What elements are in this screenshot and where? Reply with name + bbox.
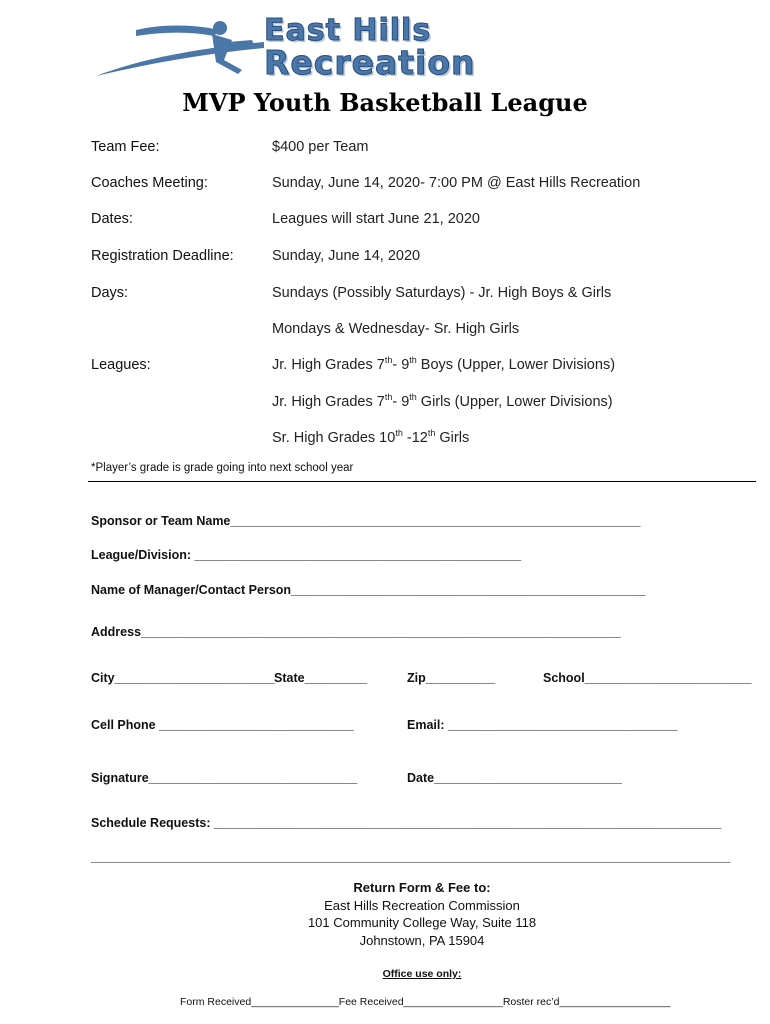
dates-value: Leagues will start June 21, 2020 [272,211,480,227]
registration-deadline-value: Sunday, June 14, 2020 [272,248,421,264]
office-use-fields: Form Received_______________Fee Received_________________Roster rec’d___________________ [180,996,671,1008]
zip-field[interactable]: Zip__________ [407,671,496,685]
signature-field[interactable]: Signature______________________________ [91,771,358,785]
dates-label: Dates: [91,211,133,227]
east-hills-logo [92,12,632,82]
office-use-heading: Office use only: [382,968,462,980]
date-field[interactable]: Date___________________________ [407,771,622,785]
coaches-meeting-value: Sunday, June 14, 2020- 7:00 PM @ East Hills Recreation [272,175,641,191]
return-line-2: 101 Community College Way, Suite 118 [307,915,537,930]
days-value-2: Mondays & Wednesday- Sr. High Girls [272,321,520,337]
runner-logo-icon [92,12,272,82]
return-heading: Return Form & Fee to: [353,880,491,895]
manager-field[interactable]: Name of Manager/Contact Person___________________________________________________ [91,583,646,597]
leagues-label: Leagues: [91,357,151,373]
team-fee-value: $400 per Team [272,139,369,155]
days-value-1: Sundays (Possibly Saturdays) - Jr. High Boys & Girls [272,285,612,301]
section-divider [88,481,756,482]
schedule-requests-field[interactable]: Schedule Requests: _________________________________________________________________________ [91,816,722,830]
league-division-field[interactable]: League/Division: _______________________________________________ [91,548,522,562]
grade-note: *Player’s grade is grade going into next school year [91,462,354,474]
schedule-requests-line2[interactable]: ____________________________________________________________________________________________ [91,850,731,864]
cell-phone-field[interactable]: Cell Phone ____________________________ [91,718,354,732]
league-item-1: Jr. High Grades 7th- 9th Boys (Upper, Lower Divisions) [272,355,616,373]
coaches-meeting-label: Coaches Meeting: [91,175,208,191]
sponsor-field[interactable]: Sponsor or Team Name___________________________________________________________ [91,514,641,528]
logo-text-recreation: Recreation [264,43,476,82]
address-field[interactable]: Address_____________________________________________________________________ [91,625,621,639]
team-fee-label: Team Fee: [91,139,160,155]
return-line-3: Johnstown, PA 15904 [359,933,485,948]
registration-deadline-label: Registration Deadline: [91,248,234,264]
league-item-2: Jr. High Grades 7th- 9th Girls (Upper, Lower Divisions) [272,392,613,410]
city-field[interactable]: City_______________________ [91,671,275,685]
school-field[interactable]: School________________________ [543,671,752,685]
email-field[interactable]: Email: _________________________________ [407,718,678,732]
logo-text-east-hills: East Hills [264,13,432,48]
state-field[interactable]: State_________ [274,671,368,685]
days-label: Days: [91,285,129,301]
page-title: MVP Youth Basketball League [182,88,588,117]
return-line-1: East Hills Recreation Commission [324,898,520,913]
league-item-3: Sr. High Grades 10th -12th Girls [272,428,470,446]
